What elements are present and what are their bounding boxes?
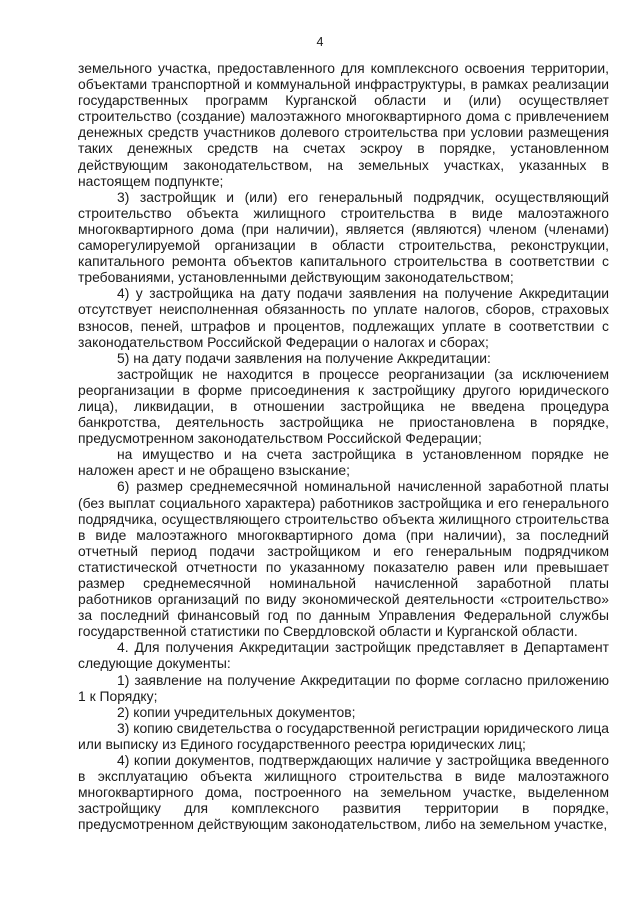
paragraph: застройщик не находится в процессе реорганизации (за исключением реорганизации в форме присоединения к застройщику другого юридического лица), ликвидации, в отношении застройщика не введена процедура банкротства, деятельность застройщика не приостановлена в порядке, предусмотренном законодательством Российской Федерации; (78, 365, 609, 447)
paragraph: 4) копии документов, подтверждающих наличие у застройщика введенного в эксплуатацию объекта жилищного строительства в виде малоэтажного многоквартирного дома, построенного на земельном участке, выделенном застройщику для комплексного развития территории в порядке, предусмотренном действующим законодательством, либо на земельном участке, (78, 752, 609, 833)
paragraph: 5) на дату подачи заявления на получение Аккредитации: (117, 349, 491, 366)
paragraph: 6) размер среднемесячной номинальной начисленной заработной платы (без выплат социального характера) работников застройщика и его генерального подрядчика, осуществляющего строительство объекта жилищного строительства в виде малоэтажного многоквартирного дома (при наличии), за последний отчетный период подачи застройщиком и его генеральным подрядчиком статистической отчетности по указанному показателю равен или превышает размер среднемесячной номинальной начисленной заработной платы работников организаций по виду экономической деятельности «строительство» за последний финансовый год по данным Управления Федеральной службы государственной статистики по Свердловской области и Курганской области. (78, 478, 609, 640)
paragraph: 3) копию свидетельства о государственной регистрации юридического лица или выписку из Единого государственного реестра юридических лиц; (78, 719, 609, 752)
paragraph: на имущество и на счета застройщика в установленном порядке не наложен арест и не обращено взыскание; (78, 446, 609, 479)
paragraph: 4) у застройщика на дату подачи заявления на получение Аккредитации отсутствует неисполненная обязанность по уплате налогов, сборов, страховых взносов, пеней, штрафов и процентов, подлежащих уплате в соответствии с законодательством Российской Федерации о налогах и сборах; (78, 285, 609, 350)
paragraph: земельного участка, предоставленного для комплексного освоения территории, объектами транспортной и коммунальной инфраструктуры, в рамках реализации государственных программ Курганской области и (или) осуществляет строительство (создание) малоэтажного многоквартирного дома с привлечением денежных средств участников долевого строительства при условии размещения таких денежных средств на счетах эскроу в порядке, установленном действующим законодательством, на земельных участках, указанных в настоящем подпункте; (78, 60, 609, 189)
paragraph: 4. Для получения Аккредитации застройщик представляет в Департамент следующие документы: (78, 639, 609, 672)
paragraph: 2) копии учредительных документов; (117, 703, 356, 720)
page-number: 4 (316, 35, 324, 49)
paragraph: 1) заявление на получение Аккредитации по форме согласно приложению 1 к Порядку; (78, 671, 609, 704)
document-body (78, 60, 609, 833)
paragraph: 3) застройщик и (или) его генеральный подрядчик, осуществляющий строительство объекта жилищного строительства в виде малоэтажного многоквартирного дома (при наличии), является (являются) членом (членами) саморегулируемой организации в области строительства, реконструкции, капитального ремонта объектов капитального строительства в соответствии с требованиями, установленными действующим законодательством; (78, 188, 609, 286)
